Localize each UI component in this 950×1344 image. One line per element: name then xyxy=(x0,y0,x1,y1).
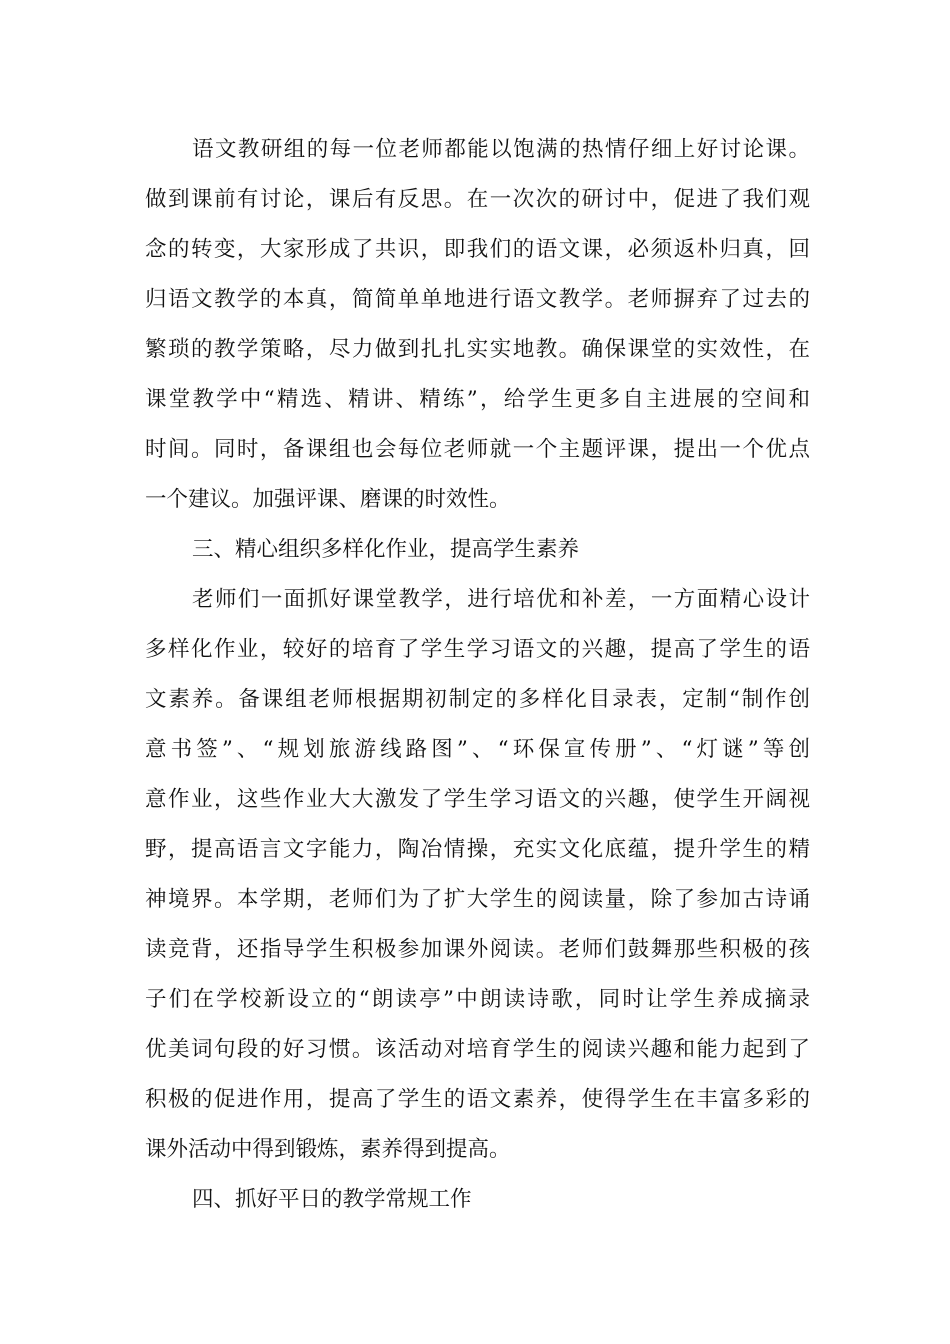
paragraph-line: 神境界。本学期，老师们为了扩大学生的阅读量，除了参加古诗诵 xyxy=(145,887,810,912)
paragraph-line: 繁琐的教学策略，尽力做到扎扎实实地教。确保课堂的实效性，在 xyxy=(145,337,810,362)
paragraph-line: 优美词句段的好习惯。该活动对培育学生的阅读兴趣和能力起到了 xyxy=(145,1037,810,1062)
paragraph-line: 课堂教学中“精选、精讲、精练”，给学生更多自主进展的空间和 xyxy=(145,387,810,412)
paragraph-line: 归语文教学的本真，简简单单地进行语文教学。老师摒弃了过去的 xyxy=(145,287,810,312)
paragraph-line: 文素养。备课组老师根据期初制定的多样化目录表，定制“制作创 xyxy=(145,687,810,712)
paragraph-line: 意书签”、“规划旅游线路图”、“环保宣传册”、“灯谜”等创 xyxy=(145,737,810,762)
paragraph-line: 多样化作业，较好的培育了学生学习语文的兴趣，提高了学生的语 xyxy=(145,637,810,662)
paragraph-line: 做到课前有讨论，课后有反思。在一次次的研讨中，促进了我们观 xyxy=(145,187,810,212)
paragraph-line: 读竞背，还指导学生积极参加课外阅读。老师们鼓舞那些积极的孩 xyxy=(145,937,810,962)
section-heading: 四、抓好平日的教学常规工作 xyxy=(192,1187,472,1212)
section-heading: 三、精心组织多样化作业，提高学生素养 xyxy=(192,537,580,562)
paragraph-line: 野，提高语言文字能力，陶冶情操，充实文化底蕴，提升学生的精 xyxy=(145,837,810,862)
paragraph-line: 时间。同时，备课组也会每位老师就一个主题评课，提出一个优点 xyxy=(145,437,810,462)
paragraph-line: 课外活动中得到锻炼，素养得到提高。 xyxy=(145,1137,511,1162)
paragraph-line: 意作业，这些作业大大激发了学生学习语文的兴趣，使学生开阔视 xyxy=(145,787,810,812)
paragraph-line: 老师们一面抓好课堂教学，进行培优和补差，一方面精心设计 xyxy=(192,587,810,612)
paragraph-line: 一个建议。加强评课、磨课的时效性。 xyxy=(145,487,511,512)
paragraph-line: 语文教研组的每一位老师都能以饱满的热情仔细上好讨论课。 xyxy=(192,137,810,162)
paragraph-line: 念的转变，大家形成了共识，即我们的语文课，必须返朴归真，回 xyxy=(145,237,810,262)
paragraph-line: 子们在学校新设立的“朗读亭”中朗读诗歌，同时让学生养成摘录 xyxy=(145,987,810,1012)
paragraph-line: 积极的促进作用，提高了学生的语文素养，使得学生在丰富多彩的 xyxy=(145,1087,810,1112)
